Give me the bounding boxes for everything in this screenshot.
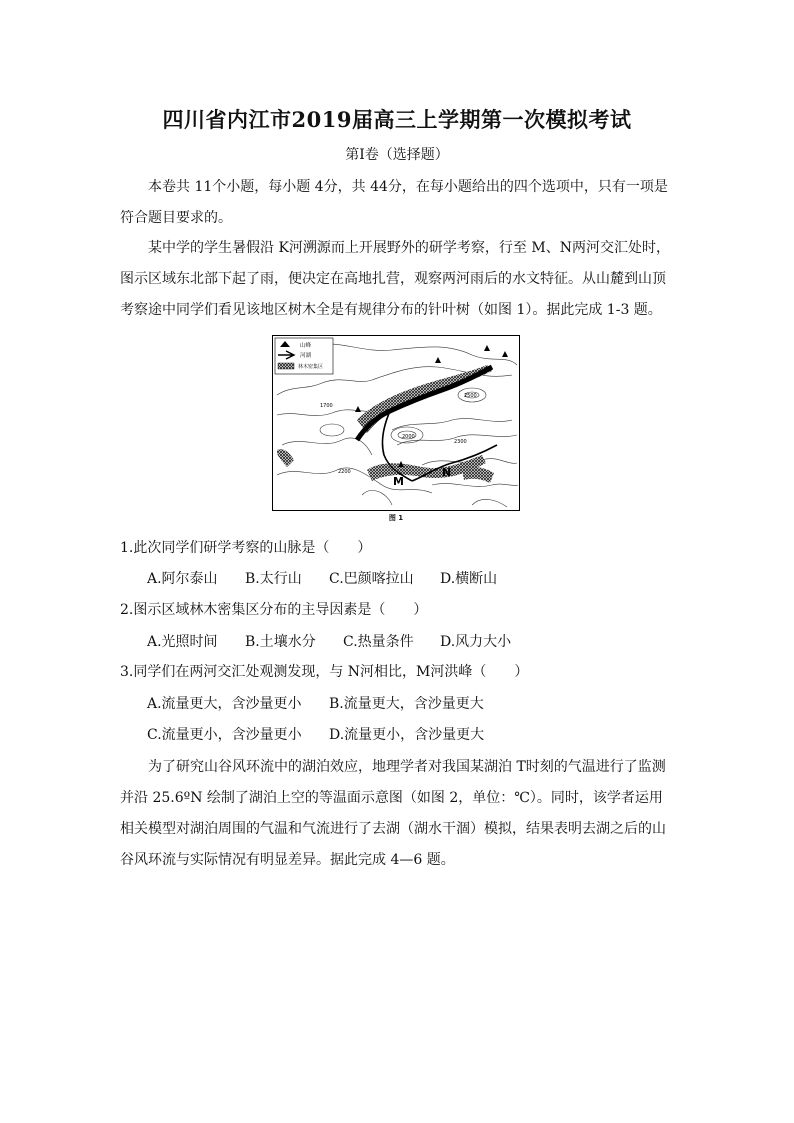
contour-label: 2300	[454, 439, 467, 445]
q2-option-c: C.热量条件	[343, 634, 414, 650]
q2-option-a: A.光照时间	[147, 634, 218, 650]
contour-label: 2200	[338, 469, 351, 475]
section-subtitle: 第Ⅰ卷（选择题）	[345, 147, 449, 163]
legend-forest: 林木密集区	[298, 364, 324, 370]
q1-option-c: C.巴颜喀拉山	[329, 571, 414, 587]
figure-caption: 图 1	[388, 514, 404, 522]
q1-option-d: D.横断山	[440, 571, 498, 587]
question-2: 2.图示区域林木密集区分布的主导因素是（ ）	[120, 602, 428, 618]
passage-1: 某中学的学生暑假沿 K河溯源而上开展野外的研学考察，行至 M、N两河交汇处时，图示区域东北部下起了雨，便决定在高地扎营，观察两河雨后的水文特征。从山麓到山顶考察途中同学们看见该地区树木全是有规律分布的针叶树（如图 1）。据此完成 1-3 题。	[120, 240, 670, 318]
q3-option-a: A.流量更大，含沙量更小	[147, 696, 302, 712]
contour-map-figure	[272, 335, 520, 511]
q2-option-d: D.风力大小	[440, 634, 512, 650]
q1-option-b: B.太行山	[245, 571, 302, 587]
question-1: 1.此次同学们研学考察的山脉是（ ）	[120, 540, 372, 556]
page-title: 四川省内江市2019届高三上学期第一次模拟考试	[162, 107, 632, 132]
river-label-n: N	[442, 466, 452, 479]
intro-paragraph: 本卷共 11个小题，每小题 4分，共 44分，在每小题给出的四个选项中，只有一项是符合题目要求的。	[120, 179, 668, 226]
question-3: 3.同学们在两河交汇处观测发现，与 N河相比，M河洪峰（ ）	[120, 664, 529, 680]
passage-2: 为了研究山谷风环流中的湖泊效应，地理学者对我国某湖泊 T时刻的气温进行了监测并沿 25.6ºN 绘制了湖泊上空的等温面示意图（如图 2，单位：℃）。同时，该学者运用相关模型对湖泊周围的气温和气流进行了去湖（湖水干涸）模拟，结果表明去湖之后的山谷风环流与实际情况有明显差异。据此完成 4—6 题。	[120, 759, 666, 868]
q3-option-c: C.流量更小，含沙量更小	[147, 727, 302, 743]
contour-label: 2000	[402, 434, 415, 440]
contour-label: 2500	[464, 393, 477, 399]
river-label-m: M	[393, 475, 404, 488]
legend-peak: 山峰	[300, 343, 312, 349]
q1-option-a: A.阿尔泰山	[147, 571, 218, 587]
q3-option-d: D.流量更小，含沙量更大	[329, 727, 485, 743]
q3-option-b: B.流量更大，含沙量更大	[329, 696, 484, 712]
legend-river: 河湖	[300, 353, 312, 359]
q2-option-b: B.土壤水分	[245, 634, 316, 650]
contour-label: 1700	[320, 403, 333, 409]
